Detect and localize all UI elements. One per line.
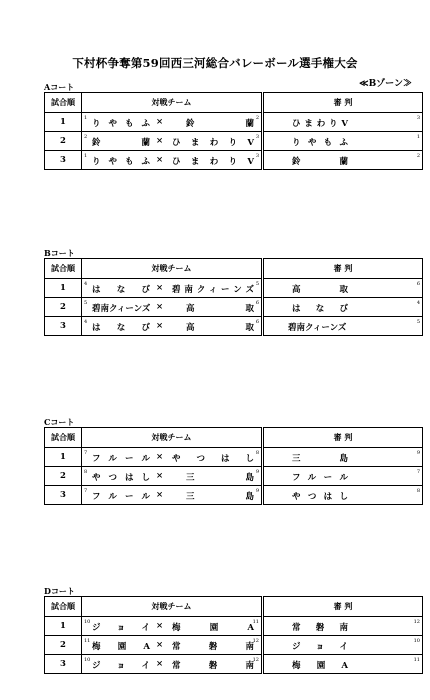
referee-name: 常磐南 bbox=[292, 623, 348, 633]
referee-name: フルール bbox=[292, 473, 348, 483]
match-cell bbox=[82, 486, 263, 505]
header-match: 対戦チーム bbox=[82, 259, 263, 279]
match-cell bbox=[82, 448, 263, 467]
referee-name: 梅園A bbox=[292, 661, 348, 671]
match-table bbox=[44, 427, 423, 505]
versus-mark: × bbox=[156, 621, 164, 631]
team-b-number: 3 bbox=[255, 134, 259, 140]
table-row bbox=[45, 636, 423, 655]
team-a-name: ジョイ bbox=[92, 661, 150, 671]
versus-mark: × bbox=[156, 321, 164, 331]
header-referee: 審 判 bbox=[333, 263, 353, 273]
team-b-name: ひまわりV bbox=[172, 157, 254, 167]
match-table bbox=[44, 92, 423, 170]
referee-name: やつはし bbox=[292, 492, 348, 502]
zone-label: ≪Bゾーン≫ bbox=[359, 79, 412, 89]
referee-name: りやもふ bbox=[292, 138, 348, 148]
page-title: 下村杯争奪第59回西三河総合バレーボール選手権大会 bbox=[72, 56, 358, 70]
versus-mark: × bbox=[156, 117, 164, 127]
referee-number: 3 bbox=[416, 115, 420, 121]
table-header bbox=[45, 259, 423, 279]
team-b-name: 高 取 bbox=[186, 323, 254, 333]
referee-number: 12 bbox=[413, 619, 420, 625]
referee-cell bbox=[263, 113, 423, 132]
court-label: Cコート bbox=[44, 417, 75, 427]
team-b-name: 梅園A bbox=[172, 623, 254, 633]
team-b-number: 9 bbox=[255, 488, 259, 494]
referee-number: 1 bbox=[416, 134, 420, 140]
versus-mark: × bbox=[156, 302, 164, 312]
team-a-number: 11 bbox=[84, 638, 91, 644]
referee-cell bbox=[263, 655, 423, 674]
referee-number: 11 bbox=[413, 657, 420, 663]
header-order: 試合順 bbox=[45, 428, 82, 448]
match-order: 3 bbox=[45, 317, 82, 336]
team-a-name: やつはし bbox=[92, 473, 150, 483]
referee-name: 碧南クィーンズ bbox=[288, 323, 347, 333]
table-row bbox=[45, 617, 423, 636]
team-b-number: 8 bbox=[255, 450, 259, 456]
header-order: 試合順 bbox=[45, 597, 82, 617]
match-cell bbox=[82, 467, 263, 486]
team-a-name: フルール bbox=[92, 454, 150, 464]
referee-name: 高 取 bbox=[292, 285, 348, 295]
match-order: 1 bbox=[45, 448, 82, 467]
match-cell bbox=[82, 617, 263, 636]
team-b-number: 6 bbox=[255, 319, 259, 325]
referee-number: 6 bbox=[416, 281, 420, 287]
table-row bbox=[45, 486, 423, 505]
team-b-name: ひまわりV bbox=[172, 138, 254, 148]
table-row bbox=[45, 298, 423, 317]
table-row bbox=[45, 113, 423, 132]
referee-cell bbox=[263, 298, 423, 317]
table-row bbox=[45, 467, 423, 486]
team-a-number: 10 bbox=[84, 619, 91, 625]
match-order: 2 bbox=[45, 132, 82, 151]
team-b-number: 2 bbox=[255, 115, 259, 121]
referee-cell bbox=[263, 448, 423, 467]
header-match: 対戦チーム bbox=[82, 597, 263, 617]
match-cell bbox=[82, 151, 263, 170]
match-table bbox=[44, 258, 423, 336]
referee-cell bbox=[263, 636, 423, 655]
team-a-number: 4 bbox=[84, 319, 88, 325]
team-a-name: ジョイ bbox=[92, 623, 150, 633]
match-order: 2 bbox=[45, 298, 82, 317]
team-b-number: 12 bbox=[252, 657, 259, 663]
referee-cell bbox=[263, 467, 423, 486]
team-b-name: 常磐南 bbox=[172, 661, 254, 671]
court-label: Dコート bbox=[44, 586, 75, 596]
match-cell bbox=[82, 636, 263, 655]
team-a-name: はなび bbox=[92, 285, 150, 295]
team-a-name: フルール bbox=[92, 492, 150, 502]
referee-cell bbox=[263, 317, 423, 336]
referee-number: 9 bbox=[416, 450, 420, 456]
court-section bbox=[44, 248, 420, 336]
versus-mark: × bbox=[156, 640, 164, 650]
referee-number: 2 bbox=[416, 153, 420, 159]
team-a-number: 1 bbox=[84, 115, 88, 121]
team-a-name: りやもふ bbox=[92, 157, 150, 167]
referee-number: 8 bbox=[416, 488, 420, 494]
table-row bbox=[45, 279, 423, 298]
referee-cell bbox=[263, 486, 423, 505]
versus-mark: × bbox=[156, 490, 164, 500]
team-a-number: 2 bbox=[84, 134, 88, 140]
team-b-number: 5 bbox=[255, 281, 259, 287]
header-order: 試合順 bbox=[45, 93, 82, 113]
team-b-name: 三 島 bbox=[186, 473, 254, 483]
match-order: 1 bbox=[45, 279, 82, 298]
referee-name: はなび bbox=[292, 304, 348, 314]
referee-name: ジョイ bbox=[292, 642, 348, 652]
table-header bbox=[45, 597, 423, 617]
match-cell bbox=[82, 132, 263, 151]
table-row bbox=[45, 317, 423, 336]
team-a-number: 10 bbox=[84, 657, 91, 663]
team-a-number: 8 bbox=[84, 469, 88, 475]
team-a-name: 碧南クィーンズ bbox=[92, 304, 151, 314]
team-b-number: 6 bbox=[255, 300, 259, 306]
versus-mark: × bbox=[156, 452, 164, 462]
team-a-name: 鈴 蘭 bbox=[92, 138, 150, 148]
table-row bbox=[45, 448, 423, 467]
team-b-name: 鈴 蘭 bbox=[186, 119, 254, 129]
team-a-number: 5 bbox=[84, 300, 88, 306]
team-a-number: 1 bbox=[84, 153, 88, 159]
header-order: 試合順 bbox=[45, 259, 82, 279]
versus-mark: × bbox=[156, 155, 164, 165]
court-label: Bコート bbox=[44, 248, 75, 258]
team-a-name: 梅園A bbox=[92, 642, 150, 652]
team-a-number: 7 bbox=[84, 488, 88, 494]
table-row bbox=[45, 132, 423, 151]
table-row bbox=[45, 151, 423, 170]
match-order: 3 bbox=[45, 486, 82, 505]
team-b-name: 常磐南 bbox=[172, 642, 254, 652]
table-header bbox=[45, 428, 423, 448]
referee-cell bbox=[263, 617, 423, 636]
header-referee: 審 判 bbox=[333, 97, 353, 107]
match-order: 1 bbox=[45, 113, 82, 132]
team-b-name: 高 取 bbox=[186, 304, 254, 314]
team-b-name: 三 島 bbox=[186, 492, 254, 502]
referee-number: 5 bbox=[416, 319, 420, 325]
match-table bbox=[44, 596, 423, 674]
referee-number: 4 bbox=[416, 300, 420, 306]
team-b-name: 碧南クィーンズ bbox=[172, 285, 254, 295]
court-section bbox=[44, 417, 420, 505]
referee-number: 10 bbox=[413, 638, 420, 644]
team-b-number: 9 bbox=[255, 469, 259, 475]
referee-name: 鈴 蘭 bbox=[292, 157, 348, 167]
team-b-number: 3 bbox=[255, 153, 259, 159]
team-a-name: はなび bbox=[92, 323, 150, 333]
court-section bbox=[44, 82, 420, 170]
team-a-number: 4 bbox=[84, 281, 88, 287]
match-order: 2 bbox=[45, 636, 82, 655]
court-label: Aコート bbox=[44, 82, 75, 92]
match-order: 1 bbox=[45, 617, 82, 636]
referee-cell bbox=[263, 279, 423, 298]
header-referee: 審 判 bbox=[333, 601, 353, 611]
team-a-name: りやもふ bbox=[92, 119, 150, 129]
header-referee: 審 判 bbox=[333, 432, 353, 442]
referee-name: 三 島 bbox=[292, 454, 348, 464]
match-cell bbox=[82, 655, 263, 674]
versus-mark: × bbox=[156, 136, 164, 146]
team-b-number: 12 bbox=[252, 638, 259, 644]
match-cell bbox=[82, 113, 263, 132]
versus-mark: × bbox=[156, 283, 164, 293]
referee-cell bbox=[263, 151, 423, 170]
referee-name: ひまわりV bbox=[292, 119, 348, 129]
match-order: 3 bbox=[45, 151, 82, 170]
team-b-name: やつはし bbox=[172, 454, 254, 464]
versus-mark: × bbox=[156, 471, 164, 481]
table-header bbox=[45, 93, 423, 113]
court-section bbox=[44, 586, 420, 674]
team-a-number: 7 bbox=[84, 450, 88, 456]
referee-cell bbox=[263, 132, 423, 151]
match-order: 3 bbox=[45, 655, 82, 674]
match-cell bbox=[82, 298, 263, 317]
versus-mark: × bbox=[156, 659, 164, 669]
header-match: 対戦チーム bbox=[82, 93, 263, 113]
header-match: 対戦チーム bbox=[82, 428, 263, 448]
match-cell bbox=[82, 279, 263, 298]
referee-number: 7 bbox=[416, 469, 420, 475]
table-row bbox=[45, 655, 423, 674]
team-b-number: 11 bbox=[252, 619, 259, 625]
match-order: 2 bbox=[45, 467, 82, 486]
match-cell bbox=[82, 317, 263, 336]
